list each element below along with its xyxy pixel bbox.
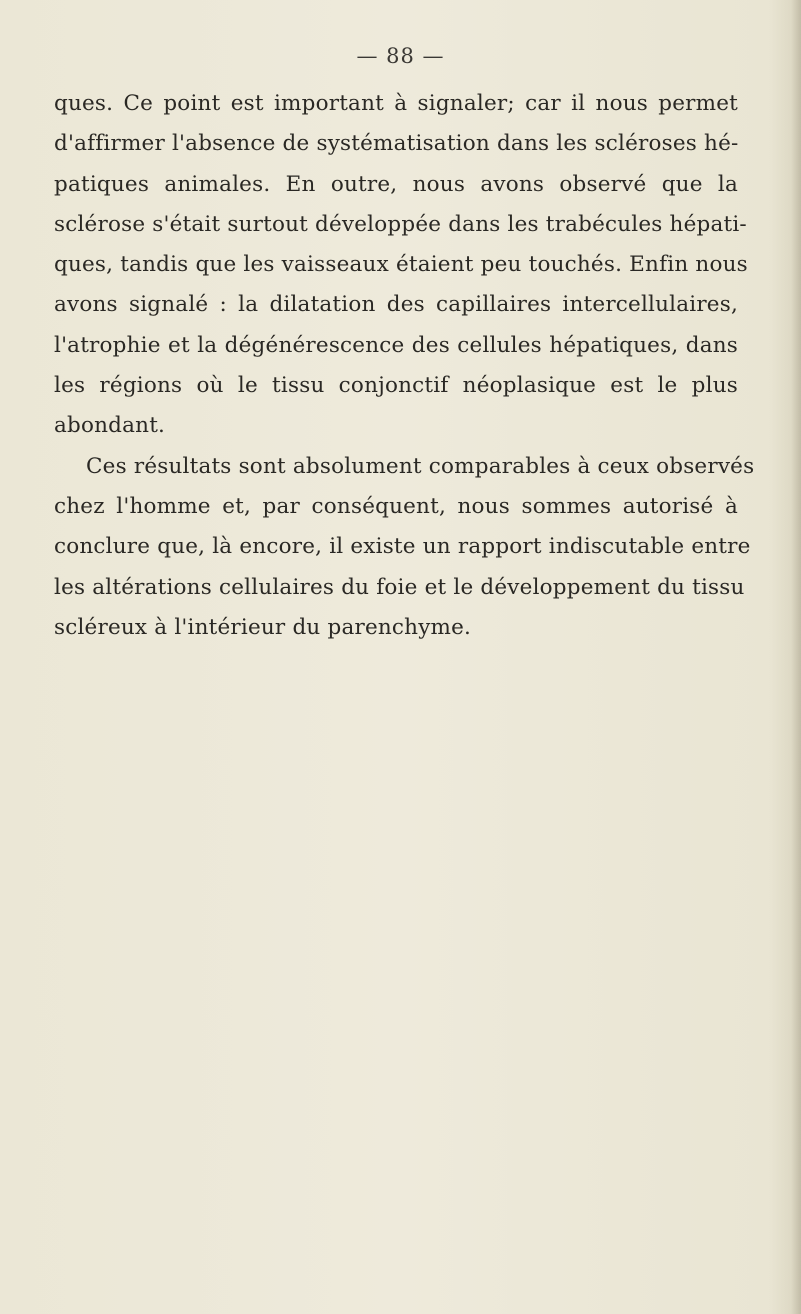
text-line: les régions où le tissu conjonctif néoplasique est le plus xyxy=(54,373,738,399)
text-line: chez l'homme et, par conséquent, nous sommes autorisé à xyxy=(54,493,738,519)
text-line: d'affirmer l'absence de systématisation dans les scléroses hé- xyxy=(54,131,739,157)
text-line: les altérations cellulaires du foie et le développement du tissu xyxy=(54,574,745,600)
text-line: sclérose s'était surtout développée dans les trabécules hépati- xyxy=(54,211,747,237)
text-line: abondant. xyxy=(54,413,166,439)
paragraph-1 xyxy=(54,84,748,447)
text-line: patiques animales. En outre, nous avons observé que la xyxy=(54,171,738,197)
text-line: Ces résultats sont absolument comparables à ceux observés xyxy=(86,453,755,479)
page-number: — 88 — xyxy=(356,44,445,68)
text-line: avons signalé : la dilatation des capillaires intercellulaires, xyxy=(54,292,738,318)
text-line: l'atrophie et la dégénérescence des cellules hépatiques, dans xyxy=(54,332,738,358)
text-line: conclure que, là encore, il existe un rapport indiscutable entre xyxy=(54,534,751,560)
text-line: scléreux à l'intérieur du parenchyme. xyxy=(54,614,472,640)
text-line: ques, tandis que les vaisseaux étaient peu touchés. Enfin nous xyxy=(54,252,748,278)
page-edge-shadow xyxy=(791,0,801,1314)
paragraph-2 xyxy=(54,447,755,648)
text-line: ques. Ce point est important à signaler; car il nous permet xyxy=(54,91,738,116)
body-text xyxy=(54,84,755,648)
